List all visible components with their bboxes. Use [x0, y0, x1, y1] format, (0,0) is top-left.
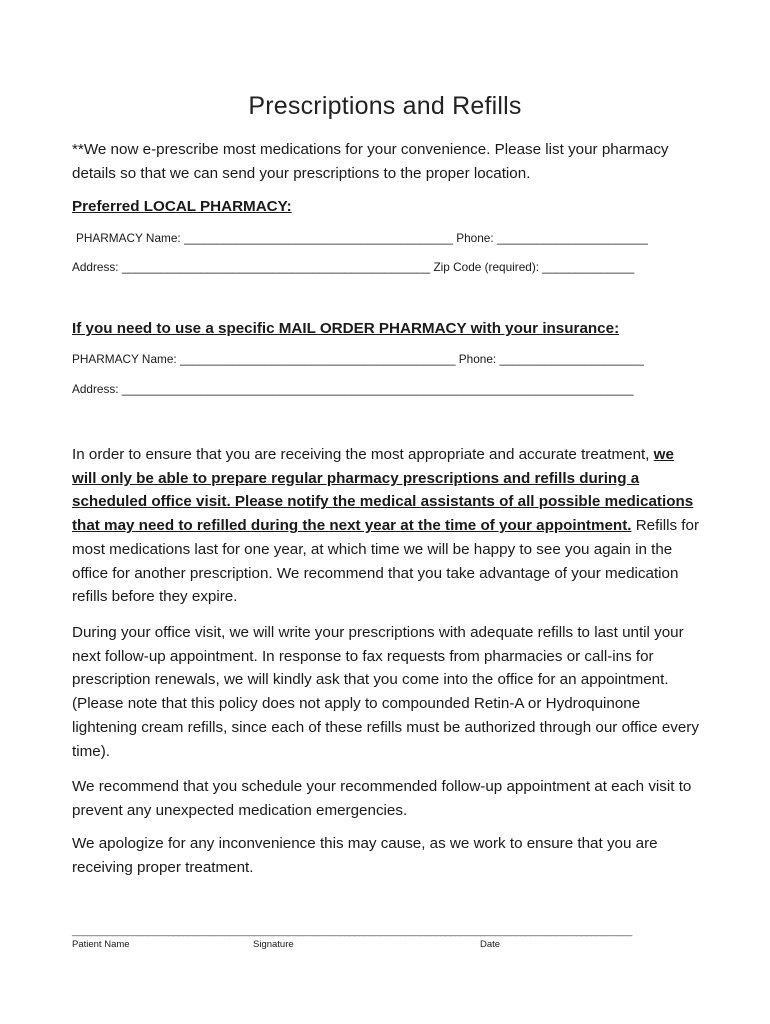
paragraph-follow-up: We recommend that you schedule your recommended follow-up appointment at each visit to prevent any unexpected medication emergencies.: [72, 778, 692, 819]
paragraph-refill-lead: In order to ensure that you are receiving the most appropriate and accurate treatment,: [72, 446, 654, 463]
signature-field[interactable]: _____________________________________________: [253, 926, 481, 937]
paragraph-refill-tail: Refills for most medications last for one year, at which time we will be happy to see you again in the office for another prescription. We recommend that you take advantage of your medication refills before they expire.: [72, 517, 699, 606]
intro-text: **We now e-prescribe most medications for your convenience. Please list your pharmacy details so that we can send your prescriptions to the proper location.: [72, 141, 669, 182]
paragraph-apology: We apologize for any inconvenience this may cause, as we work to ensure that you are receiving proper treatment.: [72, 835, 658, 876]
patient-name-field[interactable]: ____________________________________: [72, 926, 255, 937]
date-block: [480, 926, 632, 950]
mail-order-address-field[interactable]: Address: ______________________________________________________________________________: [72, 382, 634, 396]
page-title: Prescriptions and Refills: [248, 92, 522, 120]
paragraph-refill-emphasis: we will only be able to prepare regular pharmacy prescriptions and refills during a scheduled office visit. Please notify the medical assistants of all possible medications that may need to refilled during the next year at the time of your appointment.: [72, 446, 694, 535]
patient-name-label: Patient Name: [72, 939, 130, 950]
date-field[interactable]: ______________________________: [480, 926, 632, 937]
signature-block: [253, 926, 481, 950]
local-pharmacy-heading: Preferred LOCAL PHARMACY:: [72, 198, 292, 215]
paragraph-office-visit: During your office visit, we will write your prescriptions with adequate refills to last until your next follow-up appointment. In response to fax requests from pharmacies or call-ins for prescription renewals, we will kindly ask that you come into the office for an appointment. (Please note that this policy does not apply to compounded Retin-A or Hydroquinone lightening cream refills, since each of these refills must be authorized through our office every time).: [72, 624, 699, 760]
mail-order-heading: If you need to use a specific MAIL ORDER PHARMACY with your insurance:: [72, 320, 620, 337]
local-pharmacy-name-field[interactable]: PHARMACY Name: _________________________________________ Phone: _______________________: [76, 231, 648, 245]
local-pharmacy-address-field[interactable]: Address: _______________________________________________ Zip Code (required): ______________: [72, 260, 635, 274]
mail-order-name-field[interactable]: PHARMACY Name: __________________________________________ Phone: ______________________: [72, 352, 644, 366]
paragraph-refill-policy: [72, 443, 702, 609]
date-label: Date: [480, 939, 501, 950]
signature-label: Signature: [253, 939, 294, 950]
patient-name-block: [72, 926, 254, 950]
